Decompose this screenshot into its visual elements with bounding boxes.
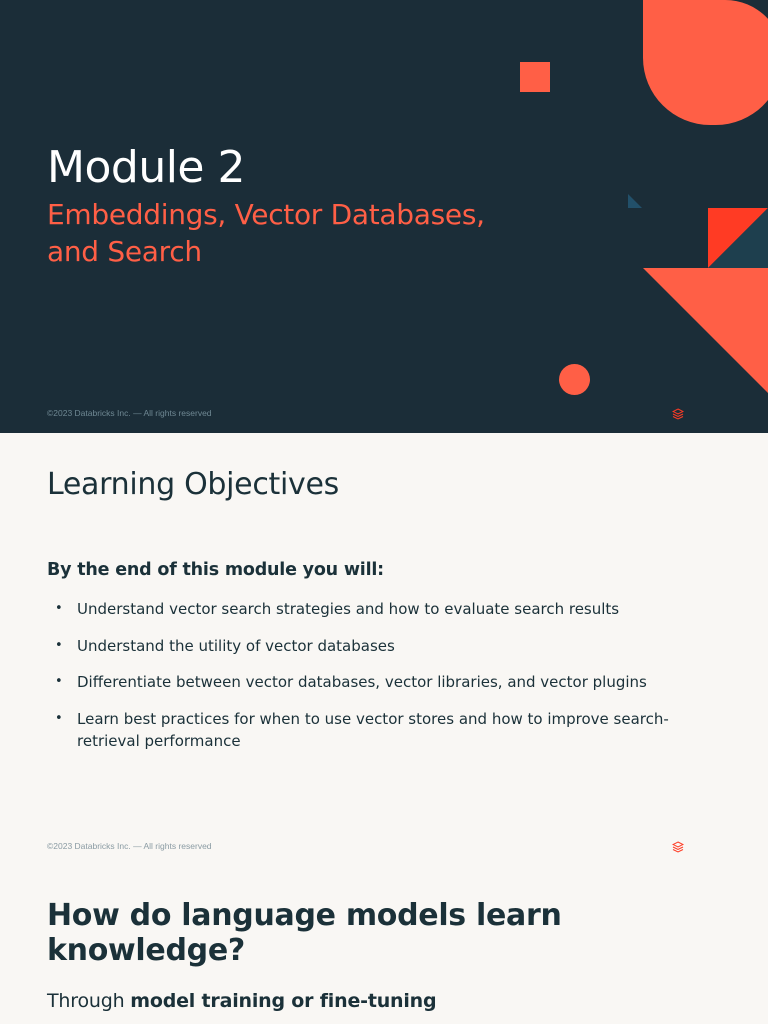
module-title-slide xyxy=(0,0,768,433)
decorative-large-triangle xyxy=(643,268,768,393)
copyright-text: ©2023 Databricks Inc. — All rights reserved xyxy=(47,408,212,418)
bullet-icon: • xyxy=(55,637,63,653)
knowledge-heading: How do language models learn knowledge? xyxy=(47,898,562,968)
bullet-icon: • xyxy=(55,601,63,616)
decorative-small-triangle xyxy=(628,194,642,208)
objective-item xyxy=(55,671,675,693)
databricks-logo-icon xyxy=(672,408,684,420)
objective-item xyxy=(55,635,675,657)
objective-text: Understand vector search strategies and how to evaluate search results xyxy=(77,600,620,618)
decorative-square xyxy=(520,62,550,92)
objective-item xyxy=(55,708,675,752)
objective-item xyxy=(55,598,675,620)
objective-text: Differentiate between vector databases, vector libraries, and vector plugins xyxy=(77,673,647,691)
objectives-intro: By the end of this module you will: xyxy=(47,560,384,580)
module-subtitle-line-1: Embeddings, Vector Databases, xyxy=(47,198,485,231)
module-subtitle xyxy=(47,196,567,270)
knowledge-text-bold: model training or fine-tuning xyxy=(130,990,437,1012)
bullet-icon: • xyxy=(55,710,63,726)
module-subtitle-line-2: and Search xyxy=(47,235,202,268)
objective-text: Learn best practices for when to use vector stores and how to improve search-retrieval performance xyxy=(77,709,669,750)
objectives-heading: Learning Objectives xyxy=(47,467,339,502)
decorative-dot xyxy=(559,364,590,395)
knowledge-text xyxy=(47,990,436,1012)
decorative-split-square xyxy=(708,208,768,268)
learning-objectives-slide xyxy=(0,433,768,865)
module-title: Module 2 xyxy=(47,142,245,193)
knowledge-text-prefix: Through xyxy=(47,990,131,1012)
databricks-logo-icon xyxy=(672,841,684,853)
knowledge-slide xyxy=(0,865,768,1024)
objectives-list xyxy=(55,598,675,766)
objective-text: Understand the utility of vector databases xyxy=(77,636,395,655)
bullet-icon: • xyxy=(55,674,63,689)
copyright-text: ©2023 Databricks Inc. — All rights reserved xyxy=(47,841,212,851)
decorative-blob xyxy=(643,0,768,125)
